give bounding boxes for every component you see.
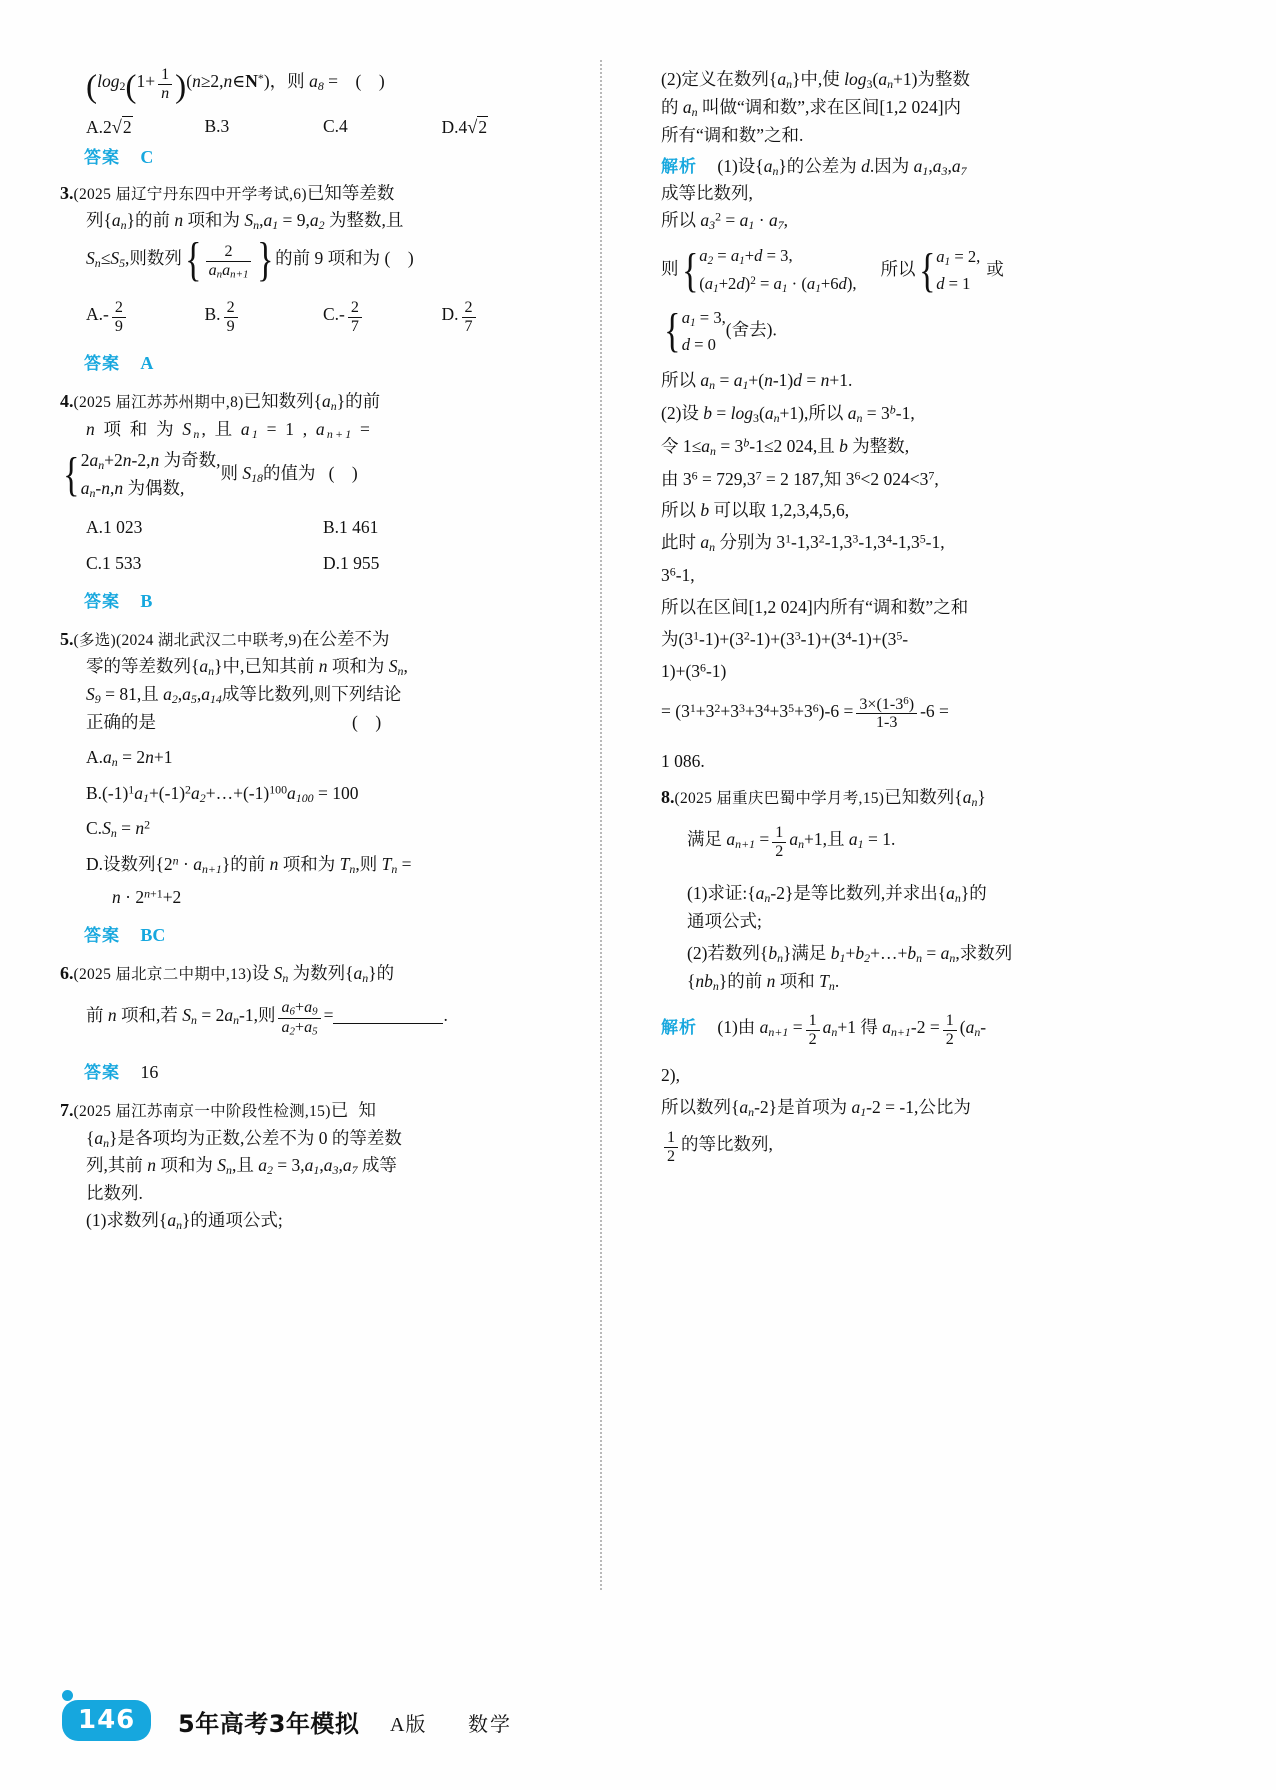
q7-analysis-systems: 则 { $a_2 = a_1+d = 3$, $(a_1+2d)^2 = a_1 \cdot (a_1+6d)$, 所以 { $a_1 = 2$, d = 1 或 [661, 244, 1004, 297]
q5-line-2: 零的等差数列$\{a_n\}$中,已知其前 n 项和为 $S_n$, [86, 656, 408, 679]
q4-number: 4. [60, 390, 74, 411]
q8-source: (2025 届重庆巴蜀中学月考,15) [674, 790, 885, 808]
q7-analysis-line-5: (2)设 $b = \log_3(a_n+1)$,所以 $a_n = 3^b-1$, [661, 402, 915, 425]
q4-case-1: $2a_n+2n-2,n$ 为奇数, [80, 450, 221, 473]
q7-sys2-row1: $a_1 = 2$, [936, 246, 981, 268]
q7-number: 7. [60, 1099, 74, 1120]
q5-option-d[interactable]: D.设数列$\{2^n \cdot a_{n+1}\}$的前 n 项和为 $T_n$,则 $T_n$ = [86, 853, 412, 877]
q7-text-1: 已 知 [330, 1099, 380, 1120]
q6-number: 6. [60, 962, 74, 983]
q4-line-2: n 项 和 为 $S_n$, 且 $a_1 = 1$ , $a_{n+1}$ = [86, 418, 373, 441]
q7-sys1-row2: $(a_1+2d)^2 = a_1 \cdot (a_1+6d)$, [699, 273, 857, 295]
q4-cases: { $2a_n+2n-2,n$ 为奇数, $a_n-n,n$ 为偶数, 则 $S_{18}$的值为 ( ) [63, 448, 358, 501]
q8-line-4: 通项公式; [687, 911, 762, 932]
q3-source: (2025 届辽宁丹东四中开学考试,6) [73, 185, 307, 203]
page-footer [0, 1696, 1276, 1756]
page-number: 146 [62, 1700, 151, 1741]
analysis-label: 解析 [661, 1017, 697, 1038]
q3-option-b[interactable]: B. $\frac{2}{9}$ [205, 299, 324, 336]
q5-option-a[interactable]: $A.a_n = 2n+1$ [86, 746, 173, 769]
book-title: 5年高考3年模拟 [178, 1710, 360, 1738]
q7-sys3-row2: d = 0 [681, 335, 716, 355]
q3-option-d[interactable]: D. $\frac{2}{7}$ [442, 299, 561, 336]
answer-label: 答案 [84, 354, 120, 375]
q4-source: (2025 届江苏苏州期中,8) [73, 393, 244, 411]
q5-line-4: 正确的是 ( ) [86, 711, 382, 732]
q2-option-c[interactable]: C.4 [323, 116, 348, 137]
q8-analysis-line-3: 所以数列$\{a_n-2\}$是首项为 $a_1-2 = -1$,公比为 [661, 1096, 971, 1119]
q6-line-1: 6.(2025 届北京二中期中,13)设 $S_n$ 为数列$\{a_n\}$的 [60, 962, 395, 985]
q7-source: (2025 届江苏南京一中阶段性检测,15) [73, 1102, 331, 1120]
q7p2-line-3: 所有“调和数”之和. [661, 124, 804, 145]
book-edition: A版 [390, 1714, 427, 1736]
then-label: 则 [661, 258, 679, 279]
q3-line-3: $S_n\le S_5$,则数列{ $\frac{2}{a_na_{n+1}}$ }的前 9 项和为 ( ) [86, 234, 414, 287]
q7p2-line-2: 的 $a_n$ 叫做“调和数”,求在区间[1,2 024]内 [661, 96, 962, 119]
q7-analysis-line-13: $1)+(3^6-1)$ [661, 660, 727, 681]
question-5 [60, 626, 560, 952]
q7-analysis-line-3: 所以 $a_3^2 = a_1 \cdot a_7$, [661, 209, 789, 233]
two-column-body [60, 60, 1220, 1640]
q2-option-b[interactable]: B.3 [204, 116, 230, 137]
q7-analysis-line-12: 为$(3^1-1)+(3^2-1)+(3^3-1)+(3^4-1)+(3^5-$ [661, 628, 909, 649]
q7-analysis-line-1: 解析 (1)设$\{a_n\}$的公差为 d.因为 $a_1,a_3,a_7$ [661, 155, 967, 178]
q7-analysis-line-15: 1 086. [661, 750, 705, 771]
q4-option-a[interactable]: A.1 023 [86, 517, 143, 538]
q7-analysis-line-10: $3^6-1$, [661, 564, 695, 586]
q4-option-c[interactable]: C.1 533 [86, 553, 142, 574]
q4-options-row-1 [60, 503, 560, 541]
answer-label: 答案 [84, 148, 120, 169]
q2-option-a[interactable]: A.2√2 [86, 117, 132, 138]
question-8-analysis [661, 1004, 1161, 1168]
q7-analysis-line-7: 由 $3^6 = 729,3^7 = 2$ 187,知 $3^6<2$ $024<3^7$, [661, 468, 939, 489]
q3-option-a[interactable]: A.- $\frac{2}{9}$ [86, 299, 205, 336]
q7-analysis-line-4: 所以 $a_n = a_1+(n-1)d = n+1$. [661, 369, 853, 392]
q2-answer-row [60, 141, 560, 174]
q5-line-1 [60, 626, 560, 654]
q7-analysis-line-8: 所以 b 可以取 1,2,3,4,5,6, [661, 500, 850, 521]
q5-option-c[interactable]: $C.S_n = n^2$ [86, 818, 151, 841]
q5-line-3: $S_9 = 81$,且 $a_2,a_5,a_{14}$成等比数列,则下列结论 [86, 683, 402, 706]
q2-options [60, 104, 560, 141]
q4-option-d[interactable]: D.1 955 [323, 553, 380, 574]
q8-analysis-line-4-text: 的等比数列, [681, 1134, 773, 1155]
q8-line-5: (2)若数列$\{b_n\}$满足 $b_1+b_2+\dots+b_n = a_n$,求数列 [687, 942, 1013, 965]
q7p2-line-1: (2)定义在数列$\{a_n\}$中,使 $\log_3(a_n+1)$为整数 [661, 69, 970, 91]
q7-line-2: $\{a_n\}$是各项均为正数,公差不为 0 的等差数 [86, 1127, 402, 1150]
right-column [621, 60, 1161, 1640]
q8-analysis-line-1: 解析 (1)由 $a_{n+1}$ = $\frac{1}{2}$ $a_n+1$ 得 $a_{n+1}-2$ = $\frac{1}{2}$ ($a_n-$ [661, 1011, 987, 1048]
answer-label: 答案 [84, 1063, 120, 1084]
q4-answer-value: B [140, 590, 153, 611]
q2-option-d[interactable]: D.4√2 [441, 117, 488, 138]
question-8 [661, 784, 1161, 995]
q8-analysis-line-4: $\frac{1}{2}$ 的等比数列, [661, 1121, 1161, 1167]
q4-case-2: $a_n-n,n$ 为偶数, [80, 477, 185, 500]
left-column [60, 60, 582, 1640]
q6-source: (2025 届北京二中期中,13) [73, 965, 252, 983]
q5-answer-value: BC [140, 924, 166, 945]
q8-line-2: 满足 $a_{n+1}$ = $\frac{1}{2}$ $a_n+1$,且 $a_1 = 1$. [687, 824, 896, 861]
q5-number: 5. [60, 628, 74, 649]
q8-line-1: 8.(2025 届重庆巴蜀中学月考,15)已知数列$\{a_n\}$ [661, 787, 986, 810]
column-divider [600, 60, 603, 1590]
q7-sys1-row1: $a_2 = a_1+d = 3$, [699, 246, 793, 267]
q5-text-1: 在公差不为 [301, 628, 390, 649]
q7-analysis-line-6: 令 $1\le a_n = 3^b-1\le 2$ 024,且 b 为整数, [661, 435, 910, 458]
q7-reject-note: (舍去). [725, 319, 777, 340]
question-7-part-2 [661, 60, 1161, 149]
q3-options [60, 289, 560, 337]
q7-sys3-row1: $a_1 = 3$, [681, 307, 726, 329]
q7-analysis-line-11: 所以在区间[1,2 024]内所有“调和数”之和 [661, 597, 969, 618]
q7-line-1 [60, 1097, 560, 1125]
analysis-label: 解析 [661, 156, 697, 177]
q2-answer-value: C [140, 147, 154, 168]
q7-analysis-line-9: 此时 $a_n$ 分别为 $3^1-1,3^2-1,3^3-1,3^4-1,3^5-1$, [661, 531, 945, 555]
q2-stem: ($\log_2(1+$ $\frac{1}{n}$ )(n≥2,n∈N*)，则 $a_8$ = ( ) [86, 66, 385, 106]
answer-label: 答案 [84, 925, 120, 946]
q4-tail: 则 $S_{18}$的值为 ( ) [220, 462, 358, 485]
question-6 [60, 960, 560, 1089]
q3-text-1: 已知等差数 [306, 182, 395, 203]
q6-line-2: 前 n 项和,若 $S_n = 2a_n-1$,则 $\frac{a_6+a_9}{a_2+a_5}$ = . [86, 999, 448, 1039]
q8-line-6: $\{nb_n\}$的前 n 项和 $T_n$. [687, 970, 840, 993]
q5-answer-row [60, 911, 560, 952]
q5-option-d-cont: $n \cdot 2^{n+1}+2$ [112, 886, 182, 908]
q3-option-c[interactable]: C.- $\frac{2}{7}$ [323, 299, 442, 336]
soyi-label-1: 所以 [880, 258, 916, 279]
q6-answer-row [60, 1048, 560, 1089]
question-4 [60, 388, 560, 618]
footer-dot-icon [62, 1690, 73, 1701]
q8-line-3: (1)求证$:\{a_n-2\}$是等比数列,并求出$\{a_n\}$的 [687, 883, 987, 906]
q7-analysis-system-3: { $a_1 = 3$, d = 0 (舍去). [664, 305, 777, 358]
book-subject: 数学 [468, 1714, 512, 1736]
question-2-tail [60, 60, 560, 174]
q4-answer-row [60, 577, 560, 618]
q3-number: 3. [60, 182, 74, 203]
q3-line-2: 列$\{a_n\}$的前 n 项和为 $S_n,a_1 = 9,a_2$ 为整数,且 [86, 210, 404, 233]
q4-line-1: 4.(2025 届江苏苏州期中,8)已知数列$\{a_n\}$的前 [60, 390, 381, 413]
q5-option-b[interactable]: $B.(-1)^1a_1+(-1)^2a_2+\dots+(-1)^{100}a_{100} = 100$ [86, 782, 359, 805]
q3-line-1 [60, 180, 560, 208]
q8-number: 8. [661, 787, 675, 808]
q7-analysis-line-2: 成等比数列, [661, 183, 753, 204]
question-7-analysis [661, 153, 1161, 775]
q7-sys2-row2: d = 1 [936, 274, 971, 294]
q4-option-b[interactable]: B.1 461 [323, 517, 379, 538]
q6-blank[interactable] [333, 1005, 443, 1024]
q4-options-row-2 [60, 541, 560, 577]
q5-multi-tag: (多选) [73, 631, 117, 649]
question-3 [60, 180, 560, 380]
q3-answer-row [60, 337, 560, 380]
q3-answer-value: A [140, 353, 154, 374]
q7-analysis-line-14: = $(3^1+3^2+3^3+3^4+3^5+3^6)-6$ = $\frac{3\times(1-3^6)}{1-3}$ -6 = [661, 694, 949, 732]
q8-analysis-line-2: 2), [661, 1064, 680, 1085]
q7-line-5: (1)求数列$\{a_n\}$的通项公式; [86, 1210, 283, 1233]
or-label: 或 [986, 258, 1004, 279]
q7-line-4: 比数列. [86, 1183, 143, 1204]
question-7 [60, 1097, 560, 1235]
q6-answer-value: 16 [140, 1062, 159, 1083]
q5-source: (2024 湖北武汉二中联考,9) [116, 631, 302, 649]
q7-line-3: 列,其前 n 项和为 $S_n$,且 $a_2 = 3,a_1,a_3,a_7$ 成等 [86, 1155, 397, 1178]
answer-label: 答案 [84, 591, 120, 612]
